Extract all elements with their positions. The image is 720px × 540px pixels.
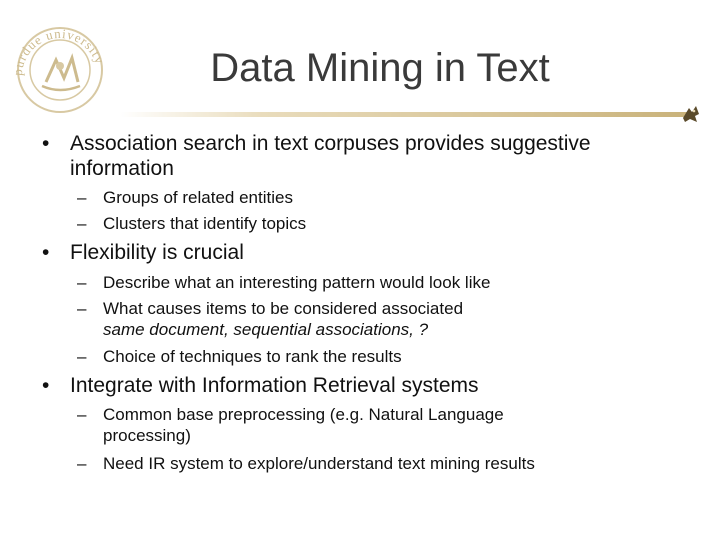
dash-icon: – [77, 188, 87, 207]
dash-icon: – [77, 454, 87, 473]
sub-bullet-italic-text: same document, sequential associations, ? [103, 320, 429, 339]
sub-bullet-text: Describe what an interesting pattern would look like [103, 273, 491, 292]
sub-bullet-text: What causes items to be considered associated [103, 299, 464, 318]
bullet-flexibility [42, 241, 690, 265]
bullet-icon: • [42, 132, 50, 155]
sub-bullet-common-base-cont [103, 425, 673, 446]
sub-bullet-text: Clusters that identify topics [103, 214, 307, 233]
sub-bullet-italic-examples [103, 319, 673, 340]
bullet-text: Flexibility is crucial [70, 241, 244, 264]
dash-icon: – [77, 273, 87, 292]
bullet-icon: • [42, 241, 50, 264]
bullet-association-search [42, 132, 690, 156]
dash-icon: – [77, 299, 87, 318]
dash-icon: – [77, 347, 87, 366]
sub-bullet-choice [77, 346, 673, 367]
sub-bullet-text-cont: processing) [103, 426, 191, 445]
bullet-icon: • [42, 374, 50, 397]
sub-bullet-need-ir [77, 453, 673, 474]
dash-icon: – [77, 405, 87, 424]
sub-bullet-text: Need IR system to explore/understand text mining results [103, 454, 535, 473]
sub-bullet-common-base [77, 404, 673, 425]
bullet-text: Integrate with Information Retrieval systems [70, 374, 479, 397]
sub-bullet-describe [77, 272, 673, 293]
sub-bullet-clusters [77, 213, 673, 234]
sub-bullet-text: Common base preprocessing (e.g. Natural Language [103, 405, 504, 424]
sub-bullet-text: Groups of related entities [103, 188, 293, 207]
dash-icon: – [77, 214, 87, 233]
bullet-association-search-cont [70, 157, 690, 181]
slide-title: Data Mining in Text [210, 46, 550, 90]
sub-bullet-groups [77, 187, 673, 208]
bullet-integrate-ir [42, 374, 690, 398]
bullet-text: Association search in text corpuses provides suggestive [70, 132, 591, 155]
bullet-text-cont: information [70, 157, 174, 180]
sub-bullet-what-causes [77, 298, 673, 319]
svg-text:purdue university: purdue university [9, 25, 108, 77]
sub-bullet-text: Choice of techniques to rank the results [103, 347, 402, 366]
